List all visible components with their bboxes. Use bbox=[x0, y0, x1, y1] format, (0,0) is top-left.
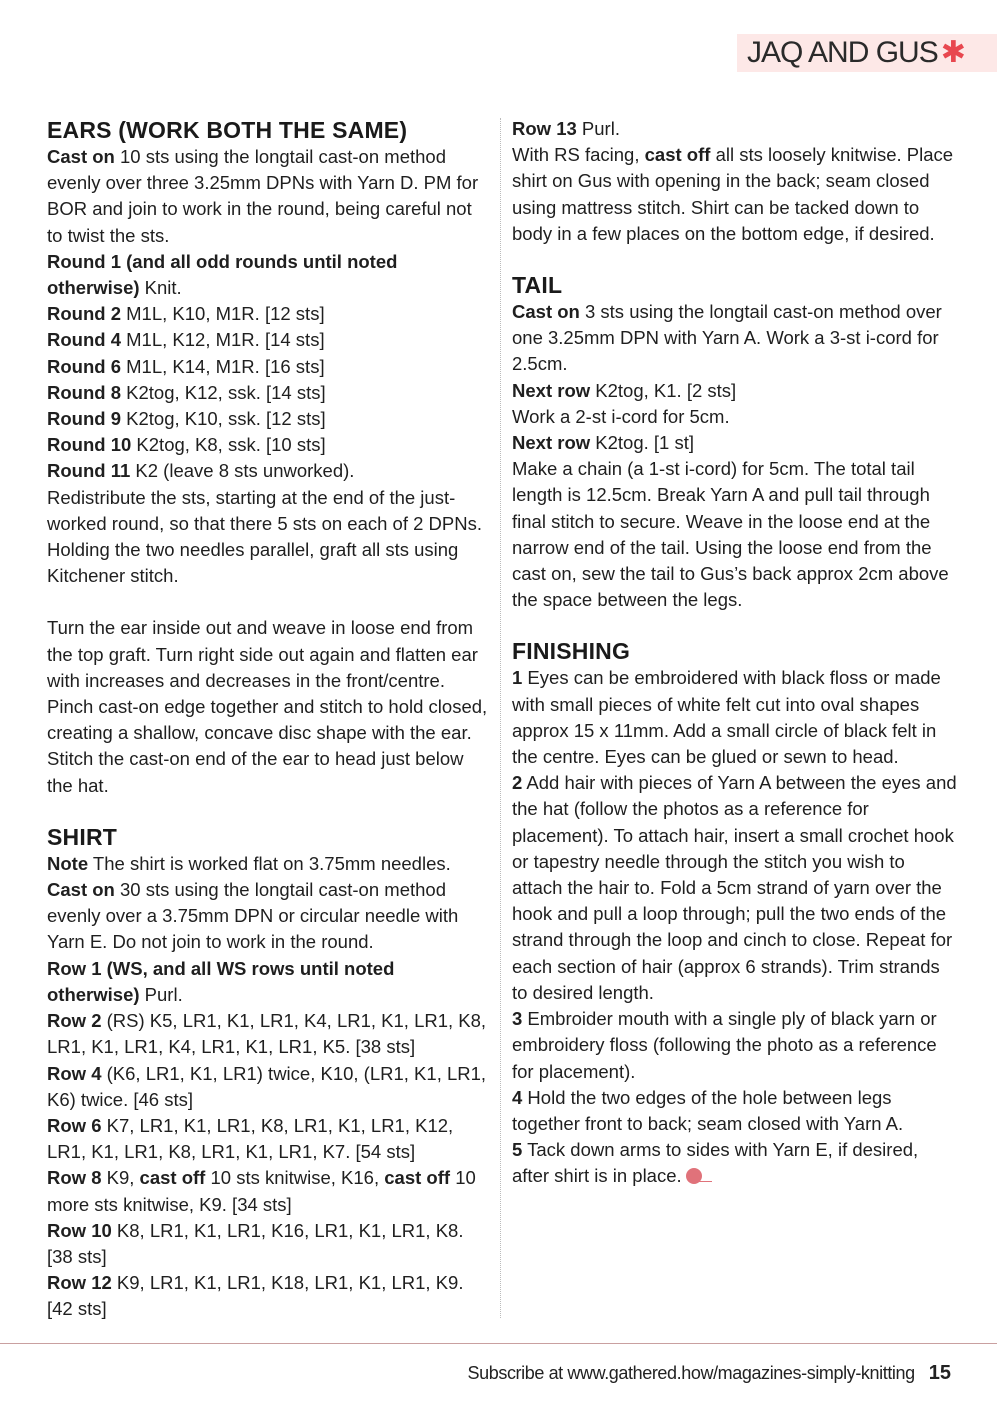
tail-cast-on: Cast on 3 sts using the longtail cast-on method over one 3.25mm DPN with Yarn A. Work a 3-st i-cord for 2.5cm. bbox=[512, 301, 942, 375]
right-column bbox=[512, 116, 958, 1190]
ears-round-1: Round 1 (and all odd rounds until noted otherwise) Knit. bbox=[47, 250, 398, 299]
tail-heading: TAIL bbox=[512, 272, 563, 299]
page-number: 15 bbox=[928, 1362, 951, 1384]
section-header-tab bbox=[737, 34, 997, 72]
shirt-cast-off: With RS facing, cast off all sts loosely knitwise. Place shirt on Gus with opening in the back; seam closed using mattress stitch. Shirt can be tacked down to body in a few places on the bottom edge, if desired. bbox=[512, 144, 954, 244]
ears-round-9: Round 9 K2tog, K10, ssk. [12 sts] bbox=[47, 408, 326, 430]
ears-heading: EARS (WORK BOTH THE SAME) bbox=[47, 117, 408, 143]
ears-round-4: Round 4 M1L, K12, M1R. [14 sts] bbox=[47, 329, 325, 351]
footer bbox=[468, 1362, 951, 1385]
footer-rule bbox=[0, 1343, 997, 1344]
shirt-row-2: Row 2 (RS) K5, LR1, K1, LR1, K4, LR1, K1, LR1, K8, LR1, K1, LR1, K4, LR1, K1, LR1, K5. [38 sts] bbox=[47, 1010, 487, 1058]
finishing-step-5: 5 Tack down arms to sides with Yarn E, if desired, after shirt is in place. bbox=[512, 1139, 919, 1187]
ears-round-8: Round 8 K2tog, K12, ssk. [14 sts] bbox=[47, 381, 326, 403]
asterisk-star-icon: ✱ bbox=[940, 36, 966, 69]
yarn-ball-end-icon bbox=[686, 1168, 702, 1184]
shirt-row-4: Row 4 (K6, LR1, K1, LR1) twice, K10, (LR1, K1, LR1, K6) twice. [46 sts] bbox=[47, 1062, 487, 1110]
ears-round-11: Round 11 K2 (leave 8 sts unworked). bbox=[47, 460, 355, 482]
finishing-heading: FINISHING bbox=[512, 638, 631, 665]
ears-cast-on: Cast on 10 sts using the longtail cast-on method evenly over three 3.25mm DPNs with Yarn D. PM for BOR and join to work in the round, being careful not to twist the sts. bbox=[47, 146, 479, 246]
left-column bbox=[47, 116, 492, 1323]
tail-next-row-1: Next row K2tog, K1. [2 sts] bbox=[512, 379, 737, 401]
subscribe-link[interactable]: Subscribe at www.gathered.how/magazines-simply-knitting bbox=[467, 1363, 915, 1383]
ears-round-2: Round 2 M1L, K10, M1R. [12 sts] bbox=[47, 303, 325, 325]
tail-next-row-2: Next row K2tog. [1 st] bbox=[512, 432, 695, 454]
shirt-row-1: Row 1 (WS, and all WS rows until noted otherwise) Purl. bbox=[47, 957, 395, 1005]
shirt-note: Note The shirt is worked flat on 3.75mm needles. bbox=[47, 852, 451, 874]
ears-round-10: Round 10 K2tog, K8, ssk. [10 sts] bbox=[47, 434, 326, 456]
shirt-row-6: Row 6 K7, LR1, K1, LR1, K8, LR1, K1, LR1, K12, LR1, K1, LR1, K8, LR1, K1, LR1, K7. [54 sts] bbox=[47, 1114, 454, 1163]
finishing-step-4: 4 Hold the two edges of the hole between legs together front to back; seam closed with Yarn A. bbox=[512, 1086, 904, 1134]
ears-turn-inside-out: Turn the ear inside out and weave in loose end from the top graft. Turn right side out again and flatten ear with increases and decreases in the front/centre. Pinch cast-on edge together and stitch to hold closed, creating a shallow, concave disc shape with the ear. Stitch the cast-on end of the ear to head just below the hat. bbox=[47, 617, 488, 796]
finishing-step-2: 2 Add hair with pieces of Yarn A between the eyes and the hat (follow the photos as a reference for placement). To attach hair, insert a small crochet hook or tapestry needle through the stitch you wish to attach the hair to. Fold a 5cm strand of yarn over the hook and pull a loop through; pull the two ends of the strand through the loop and cinch to close. Repeat for each section of hair (approx 6 strands). Trim strands to desired length. bbox=[512, 772, 957, 1003]
column-divider bbox=[500, 118, 501, 1318]
shirt-row-10: Row 10 K8, LR1, K1, LR1, K16, LR1, K1, LR1, K8. [38 sts] bbox=[47, 1219, 464, 1267]
ears-redistribute: Redistribute the sts, starting at the end of the just-worked round, so that there 5 sts on each of 2 DPNs. Holding the two needles parallel, graft all sts using Kitchener stitch. bbox=[47, 486, 482, 587]
shirt-row-8: Row 8 K9, cast off 10 sts knitwise, K16, cast off 10 more sts knitwise, K9. [34 sts] bbox=[47, 1167, 476, 1215]
finishing-step-1: 1 Eyes can be embroidered with black floss or made with small pieces of white felt cut into oval shapes approx 15 x 11mm. Add a small circle of black felt in the centre. Eyes can be glued or sewn to head. bbox=[512, 667, 941, 768]
tail-chain: Make a chain (a 1-st i-cord) for 5cm. The total tail length is 12.5cm. Break Yarn A and pull tail through final stitch to secure. Weave in the loose end at the narrow end of the tail. Using the loose end from the cast on, sew the tail to Gus’s back approx 2cm above the space between the legs. bbox=[512, 458, 949, 611]
shirt-row-13: Row 13 Purl. bbox=[512, 118, 620, 139]
finishing-step-3: 3 Embroider mouth with a single ply of black yarn or embroidery floss (following the photo as a reference for placement). bbox=[512, 1008, 937, 1082]
tail-work-2st: Work a 2-st i-cord for 5cm. bbox=[512, 405, 730, 427]
shirt-heading: SHIRT bbox=[47, 823, 117, 850]
section-title: JAQ AND GUS bbox=[747, 36, 938, 69]
ears-round-6: Round 6 M1L, K14, M1R. [16 sts] bbox=[47, 355, 325, 377]
shirt-cast-on: Cast on 30 sts using the longtail cast-on method evenly over a 3.75mm DPN or circular needle with Yarn E. Do not join to work in the round. bbox=[47, 879, 459, 953]
shirt-row-12: Row 12 K9, LR1, K1, LR1, K18, LR1, K1, LR1, K9. [42 sts] bbox=[47, 1272, 464, 1320]
